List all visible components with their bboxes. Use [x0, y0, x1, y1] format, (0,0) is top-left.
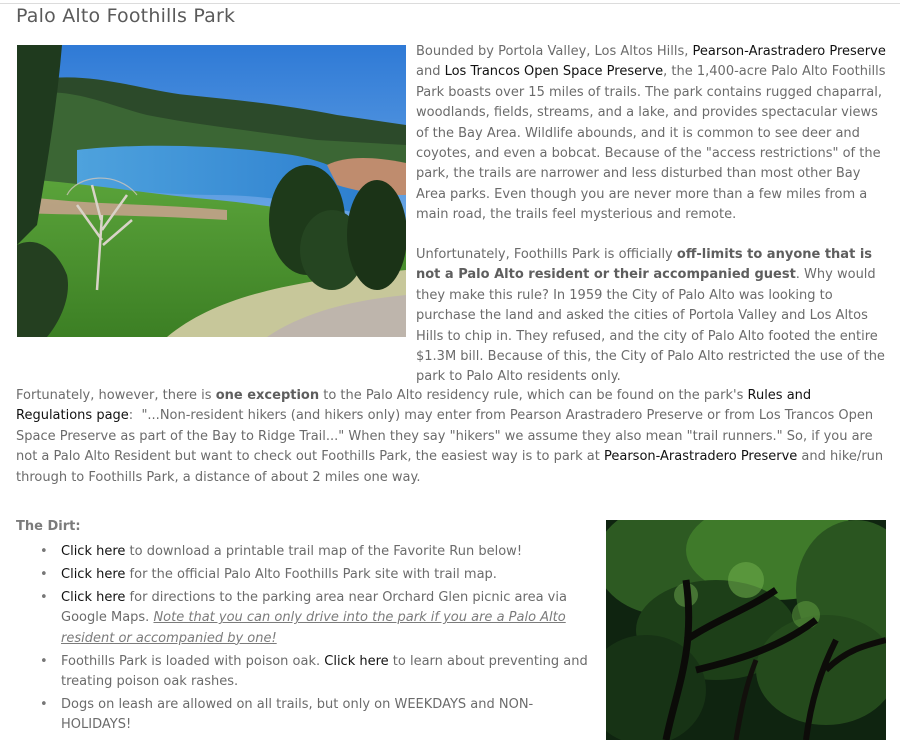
list-item-text: to download a printable trail map of the Favorite Run below!	[125, 544, 523, 559]
oak-trees-photo	[606, 520, 886, 740]
lake-photo	[17, 45, 406, 337]
intro-p1-text-1: Bounded by Portola Valley, Los Altos Hills,	[416, 44, 693, 59]
bullet-icon: •	[40, 566, 48, 582]
poison-oak-link[interactable]: Click here	[324, 653, 389, 669]
the-dirt-heading: The Dirt:	[16, 519, 81, 534]
intro-p3-text-2: to the Palo Alto residency rule, which can be found on the park's	[319, 388, 748, 403]
list-item	[16, 695, 600, 736]
page-title: Palo Alto Foothills Park	[16, 5, 236, 27]
directions-link[interactable]: Click here	[61, 589, 126, 605]
official-site-link[interactable]: Click here	[61, 566, 126, 582]
off-limits-emphasis: off-limits to anyone that is not a Palo Alto resident or their accompanied guest	[416, 247, 873, 283]
one-exception-emphasis: one exception	[215, 388, 320, 403]
intro-p1-text-2: and	[416, 64, 445, 80]
intro-p1-text-3: , the 1,400-acre Palo Alto Foothills Park boasts over 15 miles of trails. The park contains rugged chaparral, woodlands, fields, streams, and a lake, and provides spectacular views of the Bay Area. Wildlife abounds, and it is common to see deer and coyotes, and even a bobcat. Because of the "access restrictions" of the park, the trails are narrower and less disturbed than most other Bay Area parks. Even though you are never more than a few miles from a main road, the trails feel mysterious and remote.	[416, 64, 886, 223]
intro-paragraph-1	[416, 42, 888, 226]
pearson-arastradero-link[interactable]: Pearson-Arastradero Preserve	[692, 44, 886, 59]
bullet-icon: •	[40, 544, 48, 559]
list-item	[16, 542, 600, 562]
bullet-icon: •	[40, 696, 48, 712]
list-item-text: for the official Palo Alto Foothills Park site with trail map.	[125, 566, 497, 582]
resident-note: Note that you can only drive into the park if you are a Palo Alto resident or accompanied by one!	[61, 610, 566, 646]
the-dirt-list	[16, 542, 600, 738]
los-trancos-link[interactable]: Los Trancos Open Space Preserve	[444, 64, 664, 80]
rules-regulations-link[interactable]: Rules and Regulations page	[16, 388, 812, 424]
intro-p2-text-1: Unfortunately, Foothills Park is officially	[416, 247, 677, 262]
intro-paragraph-2	[416, 245, 888, 388]
list-item-prefix: Foothills Park is loaded with poison oak.	[61, 653, 325, 669]
list-item-text: Dogs on leash are allowed on all trails, but only on WEEKDAYS and NON-HOLIDAYS!	[61, 696, 534, 733]
intro-p3-text-1: Fortunately, however, there is	[16, 388, 216, 403]
list-item-text: to learn about preventing and treating poison oak rashes.	[61, 653, 588, 689]
bullet-icon: •	[40, 653, 48, 669]
intro-p2-text-2: . Why would they make this rule? In 1959 the City of Palo Alto was looking to purchase the land and asked the cities of Portola Valley and Los Altos Hills to chip in. They refused, and the city of Palo Alto footed the entire $1.3M bill. Because of this, the City of Palo Alto restricted the use of the park to Palo Alto residents only.	[416, 267, 885, 385]
list-item-text: for directions to the parking area near Orchard Glen picnic area via Google Maps.	[61, 589, 567, 626]
intro-p3-text-4: and hike/run through to Foothills Park, a distance of about 2 miles one way.	[16, 449, 884, 485]
bullet-icon: •	[40, 589, 48, 605]
list-item	[16, 588, 600, 649]
trail-map-download-link[interactable]: Click here	[61, 544, 126, 559]
pearson-arastradero-link-2[interactable]: Pearson-Arastradero Preserve	[603, 449, 798, 465]
intro-p3-text-3: : "...Non-resident hikers (and hikers only) may enter from Pearson Arastradero Preserve or from Los Trancos Open Space Preserve as part of the Bay to Ridge Trail..." When they say "hikers" we assume they also mean "trail runners." So, if you are not a Palo Alto Resident but want to check out Foothills Park, the easiest way is to park at	[16, 408, 874, 465]
list-item	[16, 565, 600, 585]
intro-paragraph-3	[16, 386, 888, 488]
list-item	[16, 652, 600, 693]
